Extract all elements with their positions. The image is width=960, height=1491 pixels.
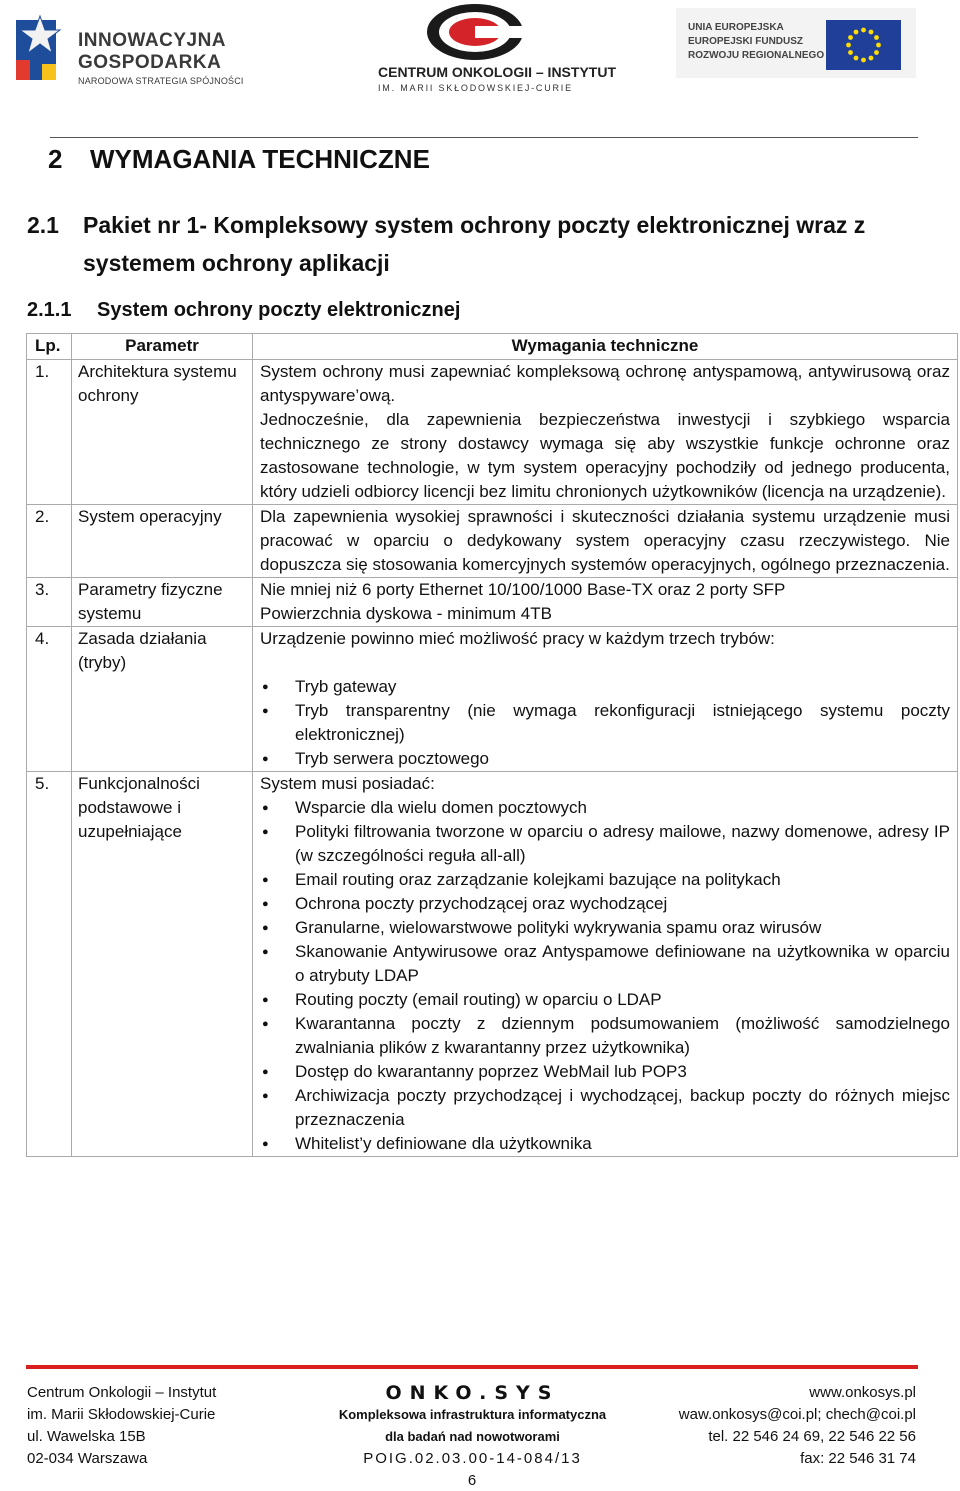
footer-website-link[interactable]: www.onkosys.pl — [809, 1384, 916, 1401]
list-item: ● Ochrona poczty przychodzącej oraz wychodzącej — [295, 892, 950, 916]
centrum-onkologii-logo — [372, 2, 616, 97]
req-paragraph: Jednocześnie, dla zapewnienia bezpieczeństwa inwestycji i szybkiego wsparcia technicznego ze strony dostawcy wymaga się aby wszystkie funkcje ochronne oraz zastosowane technologie, w tym system operacyjny pochodziły od jednego producenta, który udzieli odbiorcy licencji bez limitu chronionych użytkowników (licencja na urządzenie). — [260, 410, 950, 501]
logo-center-name: CENTRUM ONKOLOGII – INSTYTUT — [378, 64, 616, 80]
modes-list — [260, 675, 950, 771]
list-item: ● Email routing oraz zarządzanie kolejkami bazujące na politykach — [295, 868, 950, 892]
footer-divider — [26, 1365, 918, 1369]
row-lp: 1. — [27, 360, 72, 505]
table-row — [27, 772, 958, 1157]
list-item: ● Kwarantanna poczty z dziennym podsumowaniem (możliwość samodzielnego zwalniania plików z kwarantanny przez użytkownika) — [295, 1012, 950, 1060]
row-param: Architektura systemu ochrony — [72, 360, 253, 505]
footer-left-line: im. Marii Skłodowskiej-Curie — [27, 1406, 216, 1423]
eu-line1: UNIA EUROPEJSKA — [688, 22, 784, 33]
footer-address — [27, 1382, 216, 1470]
row-requirements — [253, 360, 958, 505]
list-item: ● Tryb gateway — [295, 675, 950, 699]
footer-fax: fax: 22 546 31 74 — [800, 1450, 916, 1467]
table-row — [27, 505, 958, 578]
row-requirements — [253, 578, 958, 627]
req-paragraph: System ochrony musi zapewniać kompleksową ochronę antyspamową, antywirusową oraz antyspyware’ową. — [260, 362, 950, 405]
list-item: ● Skanowanie Antywirusowe oraz Antyspamowe definiowane na użytkownika w oparciu o atrybuty LDAP — [295, 940, 950, 988]
features-list — [260, 796, 950, 1156]
section-title: WYMAGANIA TECHNICZNE — [90, 144, 430, 174]
coi-emblem-icon — [372, 2, 577, 62]
list-item: ● Routing poczty (email routing) w oparciu o LDAP — [295, 988, 950, 1012]
list-item: ● Archiwizacja poczty przychodzącej i wychodzącej, backup poczty do różnych miejsc przeznaczenia — [295, 1084, 950, 1132]
eu-line3: ROZWOJU REGIONALNEGO — [688, 50, 825, 61]
list-item: ● Wsparcie dla wielu domen pocztowych — [295, 796, 950, 820]
footer-project-code: POIG.02.03.00-14-084/13 — [363, 1450, 582, 1467]
subsubsection-heading — [27, 299, 460, 322]
section-heading — [48, 144, 430, 175]
req-paragraph: Nie mniej niż 6 porty Ethernet 10/100/1000 Base-TX oraz 2 porty SFP — [260, 580, 786, 599]
header-divider — [50, 137, 918, 138]
eu-flag-icon — [826, 20, 901, 70]
footer-center-line: dla badań nad nowotworami — [385, 1429, 560, 1444]
list-item: ● Polityki filtrowania tworzone w oparciu o adresy mailowe, nazwy domenowe, adresy IP (w szczególności reguła all-all) — [295, 820, 950, 868]
row-requirements — [253, 627, 958, 772]
footer-left-line: 02-034 Warszawa — [27, 1450, 148, 1467]
logo-left-line3: NARODOWA STRATEGIA SPÓJNOŚCI — [78, 76, 244, 86]
req-intro: Urządzenie powinno mieć możliwość pracy w każdym trzech trybów: — [260, 629, 775, 648]
header-lp: Lp. — [27, 334, 72, 360]
row-requirements — [253, 772, 958, 1157]
footer-center-line: Kompleksowa infrastruktura informatyczna — [338, 1407, 607, 1422]
list-item: ● Dostęp do kwarantanny poprzez WebMail lub POP3 — [295, 1060, 950, 1084]
header-requirements: Wymagania techniczne — [253, 334, 958, 360]
table-header-row — [27, 334, 958, 360]
req-intro: System musi posiadać: — [260, 774, 435, 793]
table-row — [27, 627, 958, 772]
footer-left-line: Centrum Onkologii – Instytut — [27, 1384, 217, 1401]
logo-center-sub: IM. MARII SKŁODOWSKIEJ-CURIE — [378, 83, 573, 93]
subsubsection-number: 2.1.1 — [27, 299, 72, 321]
list-item: ● Tryb transparentny (nie wymaga rekonfiguracji istniejącego systemu poczty elektronicznej) — [295, 699, 950, 747]
section-number: 2 — [48, 144, 63, 174]
eu-fund-logo — [676, 8, 916, 78]
logo-left-line1: INNOWACYJNA — [78, 30, 227, 51]
row-lp: 2. — [27, 505, 72, 578]
footer-phone: tel. 22 546 24 69, 22 546 22 56 — [708, 1428, 916, 1445]
list-item: ● Granularne, wielowarstwowe polityki wykrywania spamu oraz wirusów — [295, 916, 950, 940]
footer-left-line: ul. Wawelska 15B — [27, 1428, 146, 1445]
subsection-number: 2.1 — [27, 212, 59, 238]
list-item: ● Tryb serwera pocztowego — [295, 747, 950, 771]
subsection-title: Pakiet nr 1- Kompleksowy system ochrony poczty elektronicznej wraz z systemem ochrony aplikacji — [83, 212, 866, 276]
req-paragraph: Dla zapewnienia wysokiej sprawności i skuteczności działania systemu urządzenie musi pracować w oparciu o dedykowany system operacyjny czasu rzeczywistego. Nie dopuszcza się stosowania komercyjnych systemów operacyjnych, ogólnego przeznaczenia. — [260, 507, 950, 574]
eu-line2: EUROPEJSKI FUNDUSZ — [688, 36, 804, 47]
row-lp: 4. — [27, 627, 72, 772]
footer-contact — [640, 1382, 916, 1470]
table-row — [27, 578, 958, 627]
page-number: 6 — [467, 1472, 477, 1489]
row-param: Parametry fizyczne systemu — [72, 578, 253, 627]
row-param: System operacyjny — [72, 505, 253, 578]
logo-left-line2: GOSPODARKA — [78, 52, 222, 73]
list-item: ● Whitelist’y definiowane dla użytkownika — [295, 1132, 950, 1156]
req-paragraph: Powierzchnia dyskowa - minimum 4TB — [260, 604, 552, 623]
star-logo-icon — [16, 12, 76, 84]
footer-email-link[interactable]: waw.onkosys@coi.pl; chech@coi.pl — [678, 1406, 916, 1423]
row-requirements — [253, 505, 958, 578]
table-row — [27, 360, 958, 505]
subsubsection-title: System ochrony poczty elektronicznej — [97, 299, 461, 321]
requirements-table — [26, 333, 958, 1157]
row-param: Funkcjonalności podstawowe i uzupełniające — [72, 772, 253, 1157]
innowacyjna-gospodarka-logo — [16, 12, 246, 84]
row-lp: 5. — [27, 772, 72, 1157]
row-lp: 3. — [27, 578, 72, 627]
footer-brand: ONKO.SYS — [385, 1382, 560, 1404]
footer-project — [330, 1382, 615, 1470]
row-param: Zasada działania (tryby) — [72, 627, 253, 772]
header-param: Parametr — [72, 334, 253, 360]
